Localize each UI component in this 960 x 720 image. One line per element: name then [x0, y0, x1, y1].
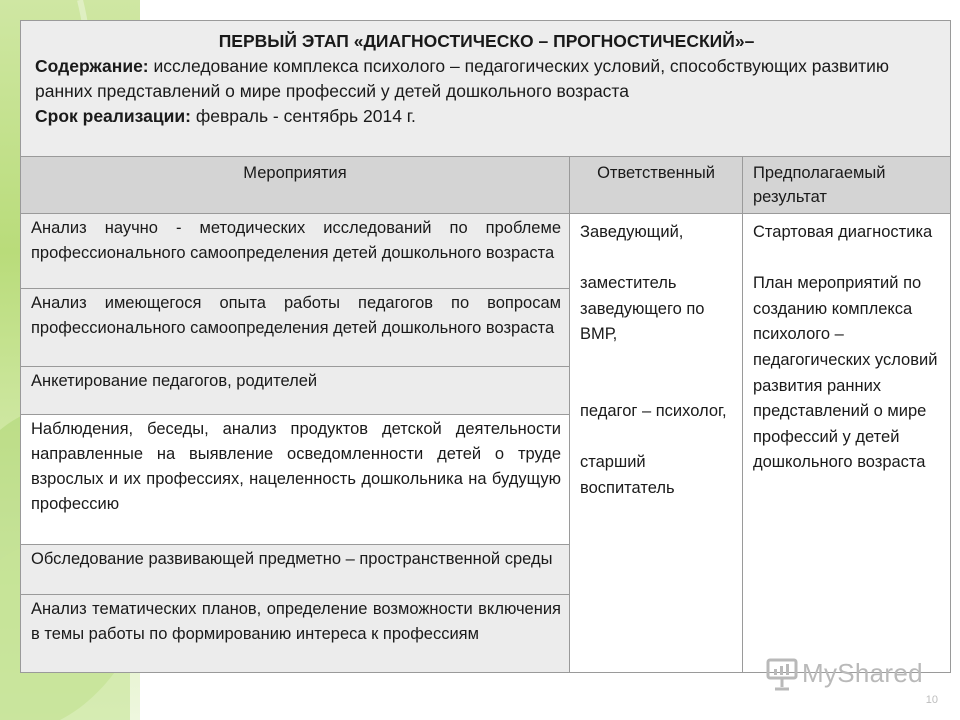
responsible-cell	[570, 214, 743, 673]
stage-term	[35, 104, 938, 129]
activity-row-4: Наблюдения, беседы, анализ продуктов детской деятельности направленные на выявление осведомленности детей о труде взрослых и их профессиях, нацеленность дошкольника на будущую профессию	[21, 415, 570, 545]
responsible-senior-teacher: старший воспитатель	[580, 453, 675, 497]
term-label: Срок реализации:	[35, 106, 191, 126]
watermark-logo	[766, 655, 936, 695]
stage-table	[20, 20, 951, 673]
column-header-responsible: Ответственный	[570, 157, 743, 214]
watermark-text: MyShared	[802, 658, 923, 688]
activity-row-5: Обследование развивающей предметно – пространственной среды	[21, 545, 570, 595]
result-diagnostics: Стартовая диагностика	[753, 223, 933, 241]
result-cell	[743, 214, 951, 673]
activity-row-1: Анализ научно - методических исследований по проблеме профессионального самоопределения детей дошкольного возраста	[21, 214, 570, 289]
responsible-deputy: заместитель заведующего по ВМР,	[580, 274, 705, 344]
column-header-result: Предполагаемый результат	[743, 157, 951, 214]
activity-row-3: Анкетирование педагогов, родителей	[21, 367, 570, 415]
stage-title: ПЕРВЫЙ ЭТАП «ДИАГНОСТИЧЕСКО – ПРОГНОСТИЧЕСКИЙ»–	[218, 31, 755, 51]
content-text: исследование комплекса психолого – педагогических условий, способствующих развитию ранних представлений о мире профессий у детей дошкольного возраста	[35, 56, 890, 101]
activity-row-6: Анализ тематических планов, определение возможности включения в темы работы по формированию интереса к профессиям	[21, 595, 570, 673]
presentation-icon	[766, 657, 798, 691]
stage-content	[35, 54, 938, 104]
activity-row-2: Анализ имеющегося опыта работы педагогов по вопросам профессионального самоопределения детей дошкольного возраста	[21, 289, 570, 367]
stage-header	[21, 21, 951, 157]
responsible-head: Заведующий,	[580, 223, 684, 241]
page-number: 10	[925, 694, 938, 706]
term-text: февраль - сентябрь 2014 г.	[190, 106, 416, 126]
result-plan: План мероприятий по созданию комплекса психолого – педагогических условий развития ранних представлений о мире профессий у детей дошкольного возраста	[753, 274, 938, 472]
column-header-activities: Мероприятия	[21, 157, 570, 214]
responsible-psychologist: педагог – психолог,	[580, 402, 727, 421]
content-label: Содержание:	[35, 56, 149, 76]
